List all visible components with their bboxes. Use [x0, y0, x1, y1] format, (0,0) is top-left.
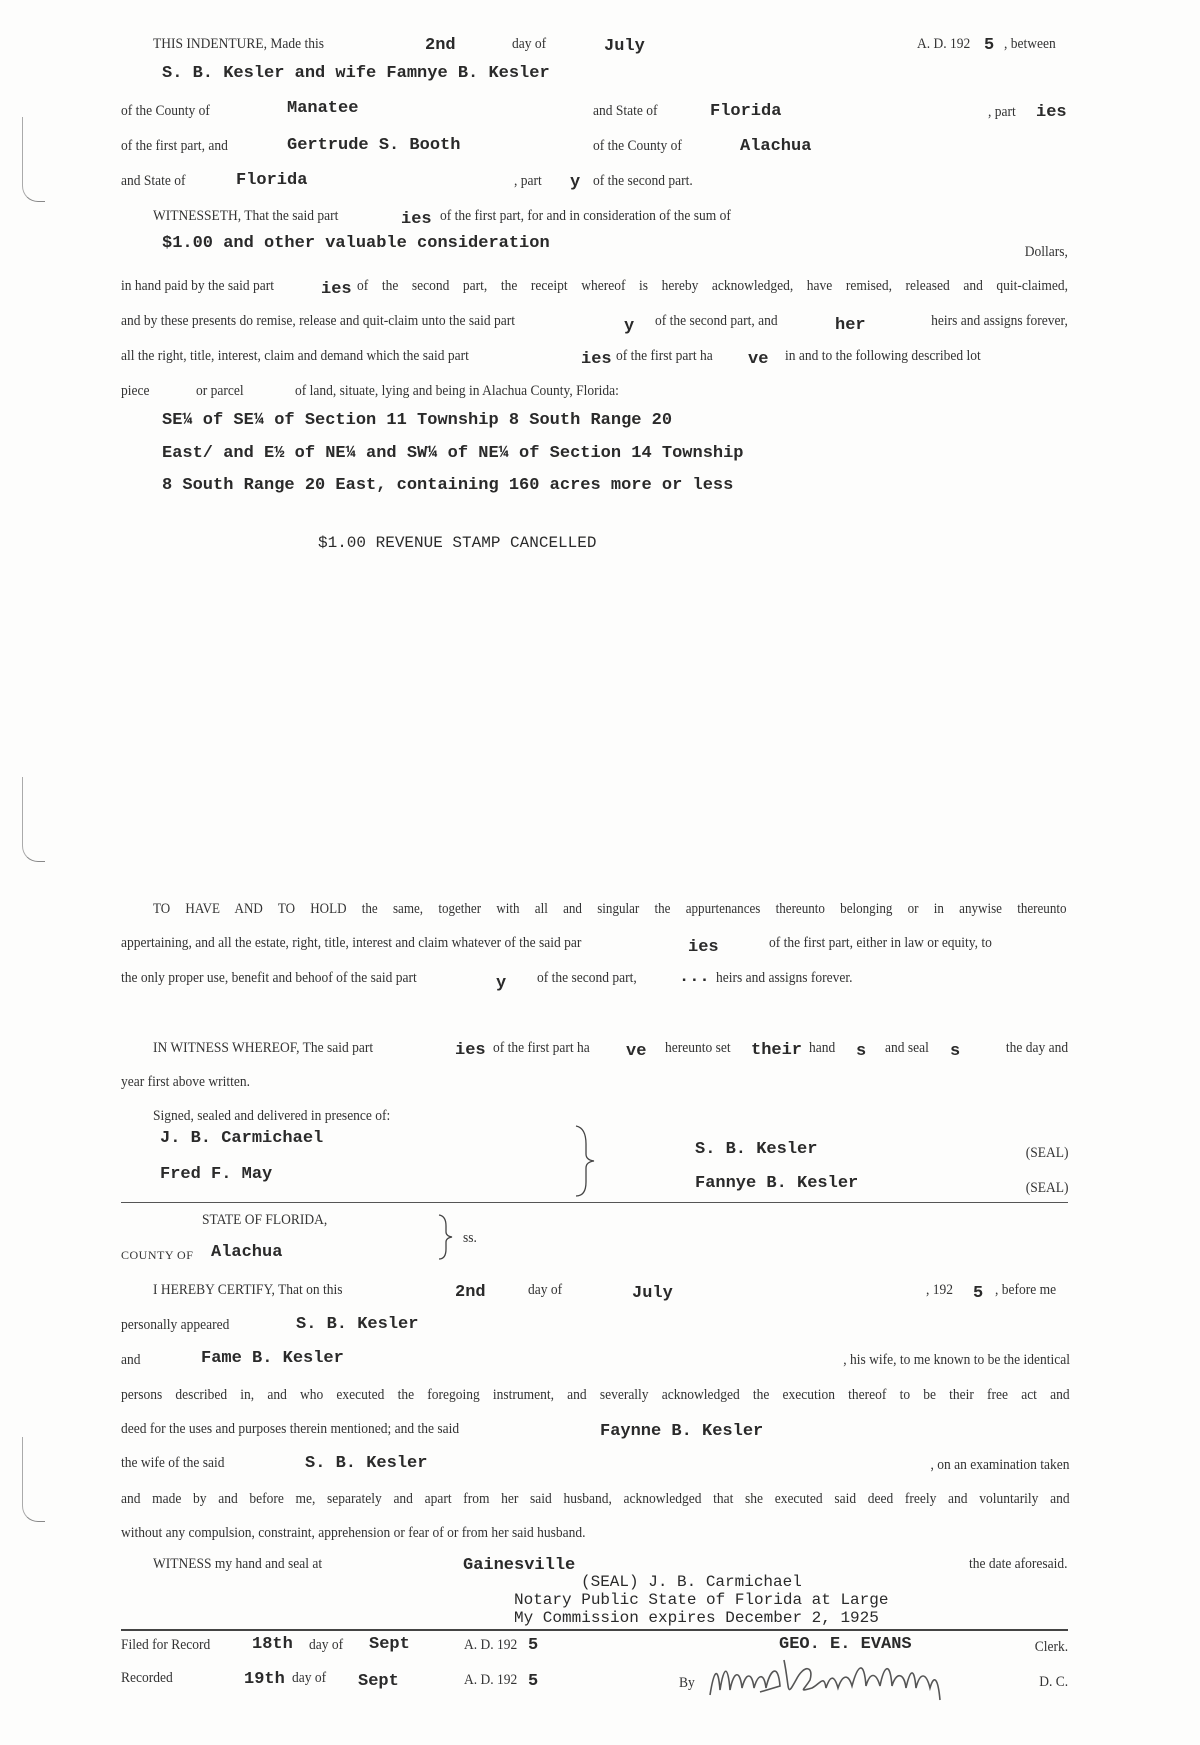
deputy-clerk-signature — [700, 1650, 1000, 1710]
text: D. C. — [1039, 1674, 1068, 1690]
text: heirs and assigns forever. — [716, 970, 853, 986]
typed: s — [856, 1042, 867, 1061]
brace-icon — [436, 1213, 456, 1261]
text: hereunto set — [665, 1040, 731, 1056]
text: without any compulsion, constraint, apprehension or fear of or from her said husband. — [121, 1525, 586, 1541]
typed: ve — [748, 350, 769, 369]
text: day of — [292, 1670, 327, 1686]
text: of the first part ha — [616, 348, 713, 364]
punch-hole — [22, 1437, 45, 1522]
typed: ve — [626, 1042, 647, 1061]
text: WITNESS my hand and seal at — [153, 1556, 323, 1572]
typed: 18th — [252, 1635, 293, 1654]
typed: 5 — [973, 1284, 984, 1303]
typed: ies — [321, 280, 352, 299]
text: , on an examination taken — [930, 1457, 1070, 1473]
grantee: Gertrude S. Booth — [287, 136, 461, 155]
typed: S. B. Kesler — [296, 1315, 419, 1334]
typed: ies — [581, 350, 612, 369]
text: personally appeared — [121, 1317, 230, 1333]
notary-line: My Commission expires December 2, 1925 — [514, 1609, 879, 1627]
text: day of — [309, 1637, 344, 1653]
text: , before me — [995, 1282, 1057, 1298]
seal: (SEAL) — [1025, 1145, 1068, 1161]
text: By — [679, 1675, 695, 1691]
text: and State of — [121, 173, 186, 189]
text: or parcel — [196, 383, 244, 399]
typed-county: Manatee — [287, 99, 359, 118]
typed: y — [570, 173, 581, 192]
text: the day and — [1005, 1040, 1068, 1056]
text: COUNTY OF — [121, 1248, 194, 1262]
text: and seal — [885, 1040, 929, 1056]
typed-month: July — [604, 37, 645, 56]
text: of the first part ha — [493, 1040, 590, 1056]
text: year first above written. — [121, 1074, 250, 1090]
typed-county: Alachua — [211, 1243, 283, 1262]
typed: Fame B. Kesler — [201, 1349, 344, 1368]
typed: 5 — [528, 1672, 539, 1691]
text: of the second part, the receipt whereof is hereby acknowledged, have remised, released and quit-claimed, — [357, 278, 1068, 294]
legal-description-line: SE¼ of SE¼ of Section 11 Township 8 South Range 20 — [162, 411, 673, 430]
notary-line: Notary Public State of Florida at Large — [514, 1591, 889, 1609]
text: of the first part, and — [121, 138, 228, 154]
typed: 2nd — [455, 1283, 486, 1302]
typed: her — [835, 316, 866, 335]
text: in and to the following described lot — [785, 348, 981, 364]
legal-description-line: East/ and E½ of NE¼ and SW¼ of NE¼ of Section 14 Township — [162, 444, 744, 463]
text: Filed for Record — [121, 1637, 211, 1653]
text: Signed, sealed and delivered in presence of: — [153, 1108, 391, 1124]
consideration-sum: $1.00 and other valuable consideration — [162, 234, 550, 253]
text: of the County of — [593, 138, 682, 154]
typed: Sept — [358, 1672, 399, 1691]
text: I HEREBY CERTIFY, That on this — [153, 1282, 343, 1298]
text: day of — [528, 1282, 563, 1298]
typed: S. B. Kesler — [305, 1454, 428, 1473]
text: persons described in, and who executed the foregoing instrument, and severally acknowledged the execution thereof to be their free act and — [121, 1387, 1070, 1403]
text: of land, situate, lying and being in Alachua County, Florida: — [295, 383, 619, 399]
typed-county: Alachua — [740, 137, 812, 156]
text: Dollars, — [1024, 244, 1068, 260]
text: in hand paid by the said part — [121, 278, 274, 294]
revenue-stamp-note: $1.00 REVENUE STAMP CANCELLED — [318, 534, 597, 552]
typed: y — [624, 317, 635, 336]
text: IN WITNESS WHEREOF, The said part — [153, 1040, 374, 1056]
text: hand — [809, 1040, 836, 1056]
typed-place: Gainesville — [463, 1556, 576, 1575]
text: of the first part, for and in consideration of the sum of — [440, 208, 731, 224]
text: , part — [988, 104, 1016, 120]
text: , between — [1004, 36, 1056, 52]
typed: 19th — [244, 1670, 285, 1689]
text: and by these presents do remise, release and quit-claim unto the said part — [121, 313, 516, 329]
text: heirs and assigns forever, — [931, 313, 1068, 329]
text: of the County of — [121, 103, 210, 119]
clerk-name: GEO. E. EVANS — [779, 1635, 912, 1654]
text: appertaining, and all the estate, right, title, interest and claim whatever of the said par — [121, 935, 582, 951]
typed: ... — [679, 968, 710, 987]
text: piece — [121, 383, 150, 399]
typed: 5 — [528, 1636, 539, 1655]
divider — [121, 1202, 1068, 1203]
text: the only proper use, benefit and behoof of the said part — [121, 970, 417, 986]
text: THIS INDENTURE, Made this — [153, 36, 324, 52]
text: the date aforesaid. — [969, 1556, 1068, 1572]
divider — [121, 1629, 1068, 1631]
typed: ies — [688, 938, 719, 957]
text: Clerk. — [1034, 1639, 1068, 1655]
text: A. D. 192 — [464, 1637, 518, 1653]
typed-day: 2nd — [425, 36, 456, 55]
typed: ies — [1036, 103, 1067, 122]
text: A. D. 192 — [464, 1672, 518, 1688]
text: WITNESSETH, That the said part — [153, 208, 339, 224]
typed: ies — [401, 210, 432, 229]
text: A. D. 192 — [917, 36, 971, 52]
legal-description-line: 8 South Range 20 East, containing 160 acres more or less — [162, 476, 734, 495]
typed: s — [950, 1042, 961, 1061]
text: TO HAVE AND TO HOLD the same, together with all and singular the appurtenances thereunto belonging or in anywise thereunto — [153, 901, 1067, 917]
text: of the second part. — [593, 173, 693, 189]
text: and made by and before me, separately and apart from her said husband, acknowledged that she executed said deed freely and voluntarily and — [121, 1491, 1070, 1507]
text: , part — [514, 173, 542, 189]
text: of the first part, either in law or equity, to — [769, 935, 992, 951]
text: the wife of the said — [121, 1455, 225, 1471]
text: deed for the uses and purposes therein mentioned; and the said — [121, 1421, 460, 1437]
text: ss. — [463, 1230, 477, 1246]
witness-name: Fred F. May — [160, 1165, 273, 1184]
notary-line: (SEAL) J. B. Carmichael — [581, 1573, 802, 1591]
text: and State of — [593, 103, 658, 119]
punch-hole — [22, 117, 45, 202]
text: , 192 — [926, 1282, 953, 1298]
punch-hole — [22, 777, 45, 862]
typed: their — [751, 1041, 803, 1060]
typed: ies — [455, 1041, 486, 1060]
text: of the second part, — [537, 970, 637, 986]
text: of the second part, and — [655, 313, 778, 329]
brace-icon — [572, 1124, 598, 1198]
typed-year: 5 — [984, 36, 995, 55]
typed: y — [496, 974, 507, 993]
typed-state: Florida — [236, 171, 308, 190]
text: Recorded — [121, 1670, 173, 1686]
text: and — [121, 1352, 141, 1368]
grantors: S. B. Kesler and wife Famnye B. Kesler — [162, 64, 550, 83]
typed: Sept — [369, 1635, 410, 1654]
text: all the right, title, interest, claim and demand which the said part — [121, 348, 469, 364]
signer-name: S. B. Kesler — [695, 1140, 818, 1159]
witness-name: J. B. Carmichael — [160, 1129, 324, 1148]
text: STATE OF FLORIDA, — [202, 1212, 328, 1228]
typed: Faynne B. Kesler — [600, 1422, 764, 1441]
typed-state: Florida — [710, 102, 782, 121]
signer-name: Fannye B. Kesler — [695, 1174, 859, 1193]
seal: (SEAL) — [1025, 1180, 1068, 1196]
text: , his wife, to me known to be the identical — [843, 1352, 1070, 1368]
text: day of — [512, 36, 547, 52]
typed: July — [632, 1284, 673, 1303]
